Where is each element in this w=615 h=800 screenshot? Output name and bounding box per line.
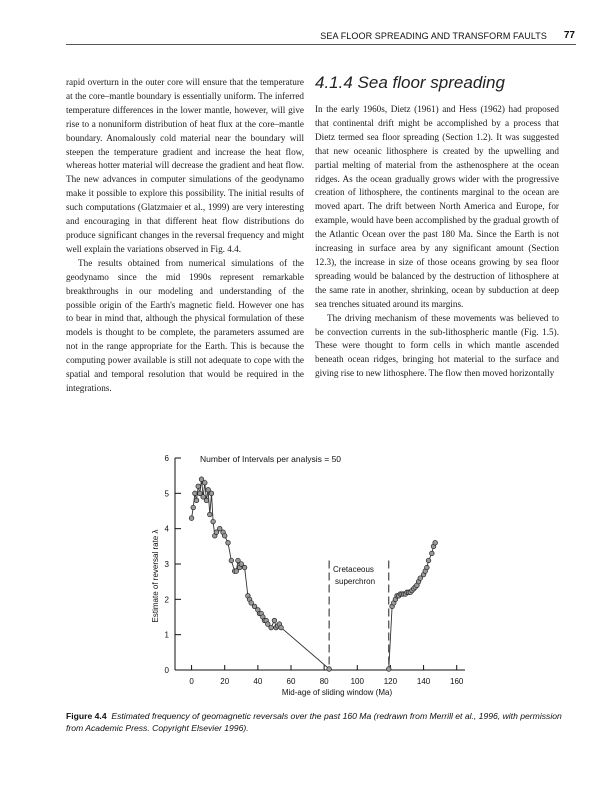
x-tick-label: 40 — [253, 677, 263, 686]
data-point — [209, 491, 214, 496]
x-tick-label: 160 — [450, 677, 464, 686]
data-point — [191, 505, 196, 510]
x-tick-label: 100 — [350, 677, 364, 686]
data-point — [204, 498, 209, 503]
data-point — [269, 625, 274, 630]
section-heading: 4.1.4 Sea floor spreading — [315, 73, 505, 92]
data-point — [226, 541, 231, 546]
right-paragraph-1: In the early 1960s, Dietz (1961) and Hess (1962) had proposed that continental drift might be accomplished by a process that Dietz termed sea floor spreading (Section 1.2). It was suggested that new oceanic lithosphere is created by the upwelling and partial melting of material from the asthenosphere at the ocean ridges. As the ocean gradually grows wider with the progressive creation of lithosphere, the continents marginal to the ocean are moved apart. The drift between North America and Europe, for example, would have been accomplished by the gradual growth of the Atlantic Ocean over the past 180 Ma. Since the Earth is not increasing in surface area by any significant amount (Section 12.3), the increase in size of those oceans growing by sea floor spreading would be balanced by the destruction of lithosphere at the same rate in another, shrinking, ocean by subduction at deep sea trenches situated around its margins. — [315, 104, 559, 309]
left-paragraph-2: The results obtained from numerical simulations of the geodynamo since the mid 1990s represent remarkable breakthroughs in our modeling and understanding of the possible origin of the Earth's magnetic field. However one has to bear in mind that, although the physical formulation of these models is thought to be complete, the parameters assumed are not in the range appropriate for the Earth. This is because the computing power available is still not adequate to cope with the spatial and temporal resolution that would be required in the integrations. — [66, 257, 304, 393]
chart-marks — [189, 477, 437, 671]
figure-4-4 — [145, 448, 485, 703]
y-tick-label: 2 — [164, 595, 169, 605]
data-point — [272, 618, 277, 623]
y-tick-label: 4 — [164, 524, 169, 534]
y-tick-label: 0 — [164, 666, 169, 675]
right-column — [315, 103, 559, 381]
running-header — [0, 0, 615, 40]
data-point — [211, 519, 216, 524]
chart-y-label: Estimate of reversal rate λ — [151, 529, 160, 623]
data-point — [433, 541, 438, 546]
data-point — [208, 512, 213, 517]
data-point — [196, 484, 201, 489]
caption-text: Estimated frequency of geomagnetic reversals over the past 160 Ma (redrawn from Merrill et al., 1996, with permission from Academic Press. Copyright Elsevier 1996). — [66, 711, 562, 733]
data-point — [203, 480, 208, 485]
data-point — [242, 565, 247, 570]
data-point — [229, 558, 234, 563]
chart-x-label: Mid-age of sliding window (Ma) — [281, 688, 393, 697]
reversal-rate-chart — [145, 448, 485, 703]
data-point — [189, 516, 194, 521]
annotation-line-2: superchron — [335, 577, 376, 586]
data-point — [425, 565, 430, 570]
annotation-line-1: Cretaceous — [333, 565, 374, 574]
left-column — [66, 76, 304, 396]
x-tick-label: 120 — [383, 677, 398, 686]
data-point — [279, 625, 284, 630]
y-tick-label: 1 — [164, 630, 169, 640]
data-point — [327, 667, 332, 672]
figure-caption — [66, 710, 576, 734]
header-rule — [66, 44, 576, 45]
data-point — [193, 491, 198, 496]
y-tick-label: 6 — [164, 454, 169, 463]
y-tick-label: 3 — [164, 560, 169, 569]
data-point — [194, 498, 199, 503]
x-tick-label: 60 — [286, 677, 296, 686]
page-number: 77 — [563, 30, 575, 41]
x-tick-label: 140 — [416, 677, 431, 686]
data-point — [386, 667, 391, 672]
data-point — [222, 533, 227, 538]
right-paragraph-2: The driving mechanism of these movements was believed to be convection currents in the sub-lithospheric mantle (Fig. 1.5). These were thought to form cells in which mantle ascended beneath ocean ridges, bringing hot material to the surface and giving rise to new lithosphere. The flow then moved horizontally — [315, 312, 559, 379]
x-tick-label: 0 — [189, 677, 194, 686]
caption-label: Figure 4.4 — [66, 711, 107, 721]
series-line — [192, 479, 330, 669]
data-point — [426, 558, 431, 563]
y-tick-label: 5 — [164, 489, 169, 499]
data-point — [430, 551, 435, 556]
x-tick-label: 80 — [319, 677, 329, 686]
running-title: SEA FLOOR SPREADING AND TRANSFORM FAULTS — [320, 31, 547, 41]
chart-title: Number of Intervals per analysis = 50 — [200, 454, 342, 464]
left-paragraph-1: rapid overturn in the outer core will ensure that the temperature at the core–mantle boundary is essentially uniform. The inferred temperature differences in the lower mantle, however, will give rise to a nonuniform distribution of heat flux at the core–mantle boundary. Anomalously cold material near the boundary will steepen the temperature gradient and increase the heat flow, whereas hotter material will decrease the gradient and heat flow. The new advances in computer simulations of the geodynamo make it possible to explore this possibility. The initial results of such computations (Glatzmaier et al., 1999) are very interesting and encouraging in that different heat flow distributions do produce significant changes in the reversal frequency and might well explain the variations observed in Fig. 4.4. — [66, 77, 304, 254]
x-tick-label: 20 — [220, 677, 230, 686]
